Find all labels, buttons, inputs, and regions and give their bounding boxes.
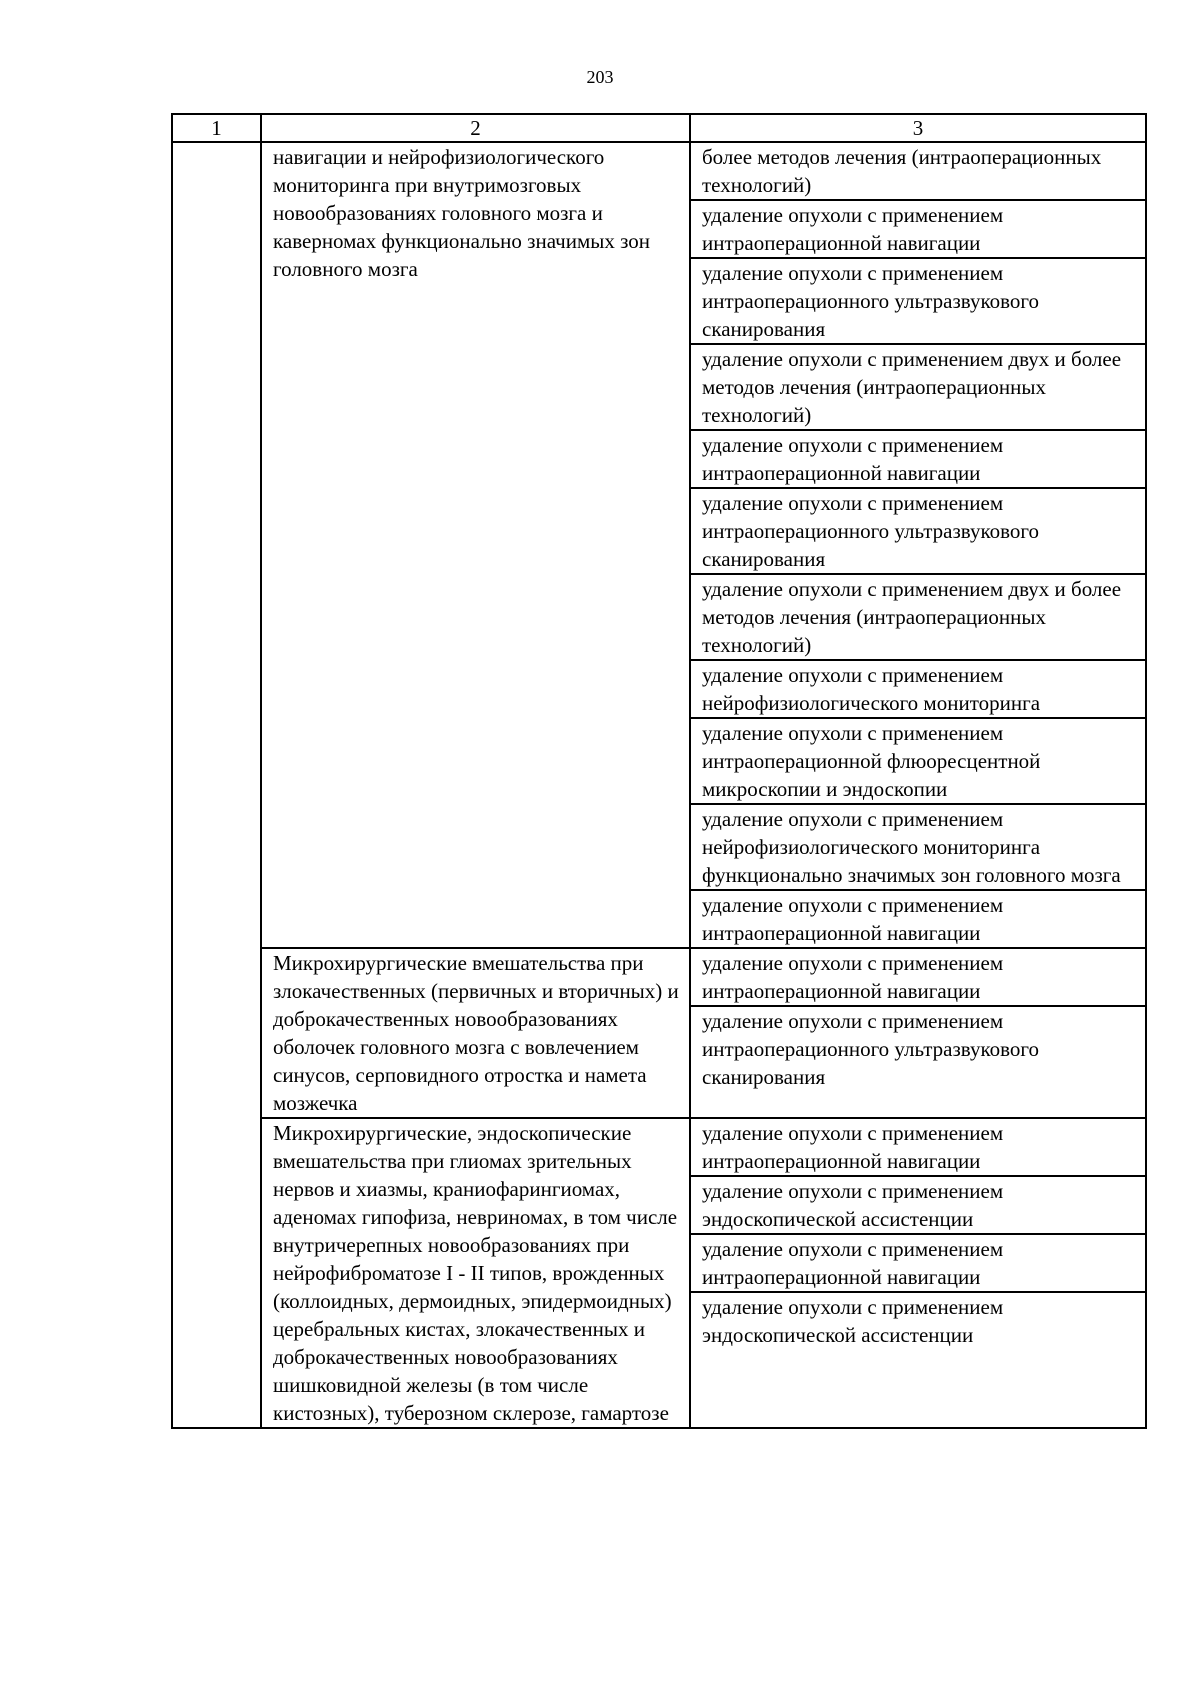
method-item: удаление опухоли с применением двух и более методов лечения (интраоперационных технологий) [691, 575, 1145, 661]
procedure-description-text: Микрохирургические вмешательства при злокачественных (первичных и вторичных) и доброкачественных новообразованиях оболочек головного мозга с вовлечением синусов, серповидного отростка и намета мозжечка [273, 951, 679, 1115]
method-item: удаление опухоли с применением двух и более методов лечения (интраоперационных технологий) [691, 345, 1145, 431]
method-item: удаление опухоли с применением нейрофизиологического мониторинга функционально значимых зон головного мозга [691, 805, 1145, 891]
method-item: удаление опухоли с применением интраоперационного ультразвукового сканирования [691, 259, 1145, 345]
methods-cell [690, 142, 1146, 948]
methods-cell [690, 1118, 1146, 1428]
column-number-1: 1 [172, 114, 261, 142]
method-item: удаление опухоли с применением интраоперационной навигации [691, 949, 1145, 1007]
method-item: удаление опухоли с применением интраоперационной навигации [702, 893, 1004, 945]
column-number-2: 2 [261, 114, 690, 142]
procedure-description [261, 948, 690, 1118]
page-number: 203 [586, 67, 614, 87]
method-item: удаление опухоли с применением эндоскопической ассистенции [691, 1177, 1145, 1235]
method-item: удаление опухоли с применением интраоперационной навигации [691, 1235, 1145, 1293]
header-row [172, 114, 1146, 142]
procedure-description-text: навигации и нейрофизиологического мониторинга при внутримозговых новообразованиях головного мозга и каверномах функционально значимых зон головного мозга [273, 145, 651, 281]
method-item: удаление опухоли с применением эндоскопической ассистенции [702, 1295, 1004, 1347]
method-item: удаление опухоли с применением интраоперационной навигации [691, 201, 1145, 259]
procedure-description [261, 142, 690, 948]
procedure-description-text: Микрохирургические, эндоскопические вмешательства при глиомах зрительных нервов и хиазмы, краниофарингиомах, аденомах гипофиза, невриномах, в том числе внутричерепных новообразованиях при нейрофиброматозе I - II типов, врожденных (коллоидных, дермоидных, эпидермоидных) церебральных кистах, злокачественных и доброкачественных новообразованиях шишковидной железы (в том числе кистозных), туберозном склерозе, гамартозе [273, 1121, 678, 1425]
method-item: удаление опухоли с применением интраоперационного ультразвукового сканирования [691, 489, 1145, 575]
method-item: удаление опухоли с применением интраоперационной флюоресцентной микроскопии и эндоскопии [691, 719, 1145, 805]
methods-cell [690, 948, 1146, 1118]
method-item: удаление опухоли с применением интраоперационной навигации [691, 431, 1145, 489]
method-item: удаление опухоли с применением нейрофизиологического мониторинга [691, 661, 1145, 719]
procedure-description [261, 1118, 690, 1428]
column-1-cell [172, 142, 261, 1428]
table-row-group-1 [172, 142, 1146, 948]
table-row-group-2 [172, 948, 1146, 1118]
table-row-group-3 [172, 1118, 1146, 1428]
method-item: удаление опухоли с применением интраоперационной навигации [691, 1119, 1145, 1177]
method-item: более методов лечения (интраоперационных технологий) [691, 143, 1145, 201]
services-table [171, 113, 1147, 1429]
column-number-3: 3 [690, 114, 1146, 142]
method-item: удаление опухоли с применением интраоперационного ультразвукового сканирования [702, 1009, 1039, 1089]
